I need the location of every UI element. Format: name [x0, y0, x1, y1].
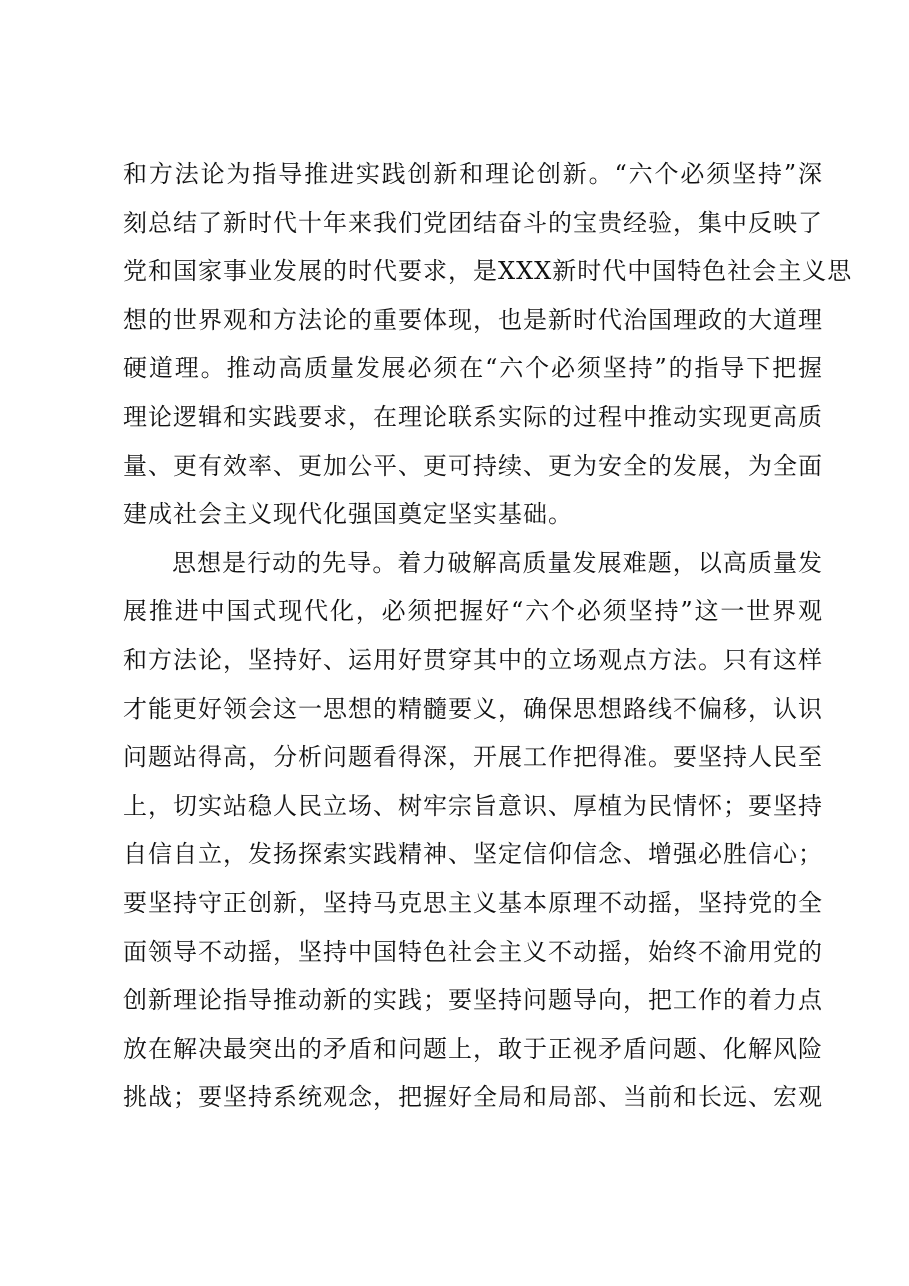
text-line-1: 和方法论为指导推进实践创新和理论创新。“六个必须坚持”深 [123, 160, 823, 188]
text-line-4: 想的世界观和方法论的重要体现，也是新时代治国理政的大道理 [123, 305, 823, 334]
text-line-17: 面领导不动摇，坚持中国特色社会主义不动摇，始终不渝用党的 [123, 937, 823, 966]
text-line-12: 才能更好领会这一思想的精髓要义，确保思想路线不偏移，认识 [123, 694, 823, 723]
text-line-13: 问题站得高，分析问题看得深，开展工作把得准。要坚持人民至 [123, 743, 823, 772]
text-line-7: 量、更有效率、更加公平、更可持续、更为安全的发展，为全面 [123, 451, 823, 480]
text-line-9: 思想是行动的先导。着力破解高质量发展难题，以高质量发 [172, 548, 823, 577]
text-line-15: 自信自立，发扬探索实践精神、坚定信仰信念、增强必胜信心； [123, 840, 823, 869]
text-line-6: 理论逻辑和实践要求，在理论联系实际的过程中推动实现更高质 [123, 402, 823, 431]
text-line-19: 放在解决最突出的矛盾和问题上，敢于正视矛盾问题、化解风险 [123, 1034, 823, 1063]
text-line-5: 硬道理。推动高质量发展必须在“六个必须坚持”的指导下把握 [123, 354, 823, 383]
text-line-8: 建成社会主义现代化强国奠定坚实基础。 [123, 500, 573, 529]
text-line-14: 上，切实站稳人民立场、树牢宗旨意识、厚植为民情怀；要坚持 [123, 791, 823, 820]
text-line-20: 挑战；要坚持系统观念，把握好全局和局部、当前和长远、宏观 [123, 1083, 823, 1112]
text-line-3: 党和国家事业发展的时代要求，是XXX新时代中国特色社会主义思 [123, 257, 853, 286]
body-text [123, 150, 853, 1122]
text-line-16: 要坚持守正创新，坚持马克思主义基本原理不动摇，坚持党的全 [123, 888, 823, 917]
text-line-11: 和方法论，坚持好、运用好贯穿其中的立场观点方法。只有这样 [123, 645, 823, 674]
text-line-18: 创新理论指导推动新的实践；要坚持问题导向，把工作的着力点 [123, 986, 823, 1015]
text-line-10: 展推进中国式现代化，必须把握好“六个必须坚持”这一世界观 [123, 597, 823, 626]
text-line-2: 刻总结了新时代十年来我们党团结奋斗的宝贵经验，集中反映了 [123, 208, 823, 237]
